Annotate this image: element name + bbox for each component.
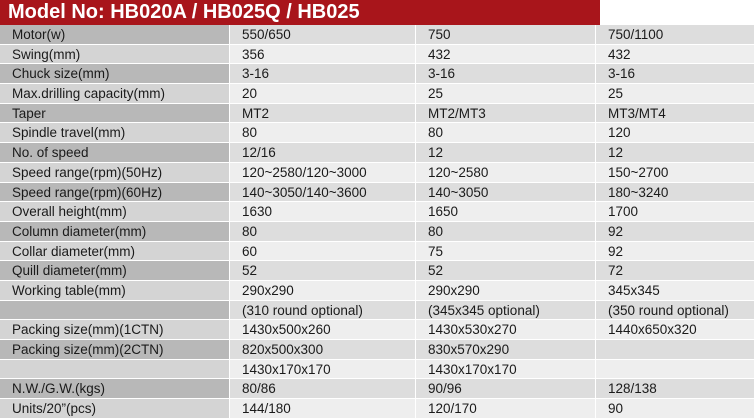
spec-value: 150~2700: [596, 163, 754, 182]
spec-label: Quill diameter(mm): [0, 261, 230, 280]
table-row: [0, 379, 754, 399]
table-row: [0, 340, 754, 360]
spec-value: 356: [230, 45, 416, 64]
spec-value: 1440x650x320: [596, 320, 754, 339]
spec-value: 140~3050: [416, 183, 596, 202]
spec-table: [0, 25, 754, 419]
table-row: [0, 281, 754, 301]
spec-value: (345x345 optional): [416, 301, 596, 320]
table-row: [0, 242, 754, 262]
spec-value: 20: [230, 84, 416, 103]
spec-value: 90: [596, 399, 754, 418]
spec-value: 3-16: [230, 64, 416, 83]
spec-value: 128/138: [596, 379, 754, 398]
spec-value: 3-16: [416, 64, 596, 83]
spec-value: 1430x170x170: [416, 360, 596, 379]
table-row: [0, 360, 754, 380]
spec-label: No. of speed: [0, 143, 230, 162]
table-row: [0, 222, 754, 242]
spec-label: N.W./G.W.(kgs): [0, 379, 230, 398]
spec-label: Max.drilling capacity(mm): [0, 84, 230, 103]
spec-value: 52: [230, 261, 416, 280]
spec-value: 120: [596, 123, 754, 142]
spec-value: 180~3240: [596, 183, 754, 202]
spec-value: 12: [596, 143, 754, 162]
spec-label: Swing(mm): [0, 45, 230, 64]
spec-value: 80: [416, 222, 596, 241]
spec-value: 12/16: [230, 143, 416, 162]
spec-label: Packing size(mm)(2CTN): [0, 340, 230, 359]
spec-value: [596, 340, 754, 359]
spec-label: Speed range(rpm)(50Hz): [0, 163, 230, 182]
table-row: [0, 320, 754, 340]
spec-value: 1430x170x170: [230, 360, 416, 379]
spec-value: 290x290: [230, 281, 416, 300]
spec-value: (310 round optional): [230, 301, 416, 320]
table-row: [0, 45, 754, 65]
spec-value: 1700: [596, 202, 754, 221]
spec-label: Collar diameter(mm): [0, 242, 230, 261]
spec-value: 120/170: [416, 399, 596, 418]
spec-value: 1430x500x260: [230, 320, 416, 339]
spec-value: 1630: [230, 202, 416, 221]
spec-label: Chuck size(mm): [0, 64, 230, 83]
spec-value: 12: [416, 143, 596, 162]
table-row: [0, 261, 754, 281]
spec-label: Working table(mm): [0, 281, 230, 300]
spec-value: 1430x530x270: [416, 320, 596, 339]
spec-label: Column diameter(mm): [0, 222, 230, 241]
spec-value: MT2/MT3: [416, 104, 596, 123]
model-title: Model No: HB020A / HB025Q / HB025: [0, 0, 600, 25]
spec-value: 25: [416, 84, 596, 103]
table-row: [0, 399, 754, 419]
spec-value: 60: [230, 242, 416, 261]
table-row: [0, 123, 754, 143]
spec-value: 550/650: [230, 25, 416, 44]
spec-value: 140~3050/140~3600: [230, 183, 416, 202]
spec-value: 345x345: [596, 281, 754, 300]
spec-value: 290x290: [416, 281, 596, 300]
spec-value: 120~2580/120~3000: [230, 163, 416, 182]
spec-value: 1650: [416, 202, 596, 221]
spec-value: 90/96: [416, 379, 596, 398]
spec-value: 820x500x300: [230, 340, 416, 359]
spec-label: Spindle travel(mm): [0, 123, 230, 142]
spec-value: 830x570x290: [416, 340, 596, 359]
table-row: [0, 143, 754, 163]
spec-value: 80: [230, 123, 416, 142]
spec-value: 80: [230, 222, 416, 241]
spec-label: [0, 301, 230, 320]
spec-value: (350 round optional): [596, 301, 754, 320]
spec-label: [0, 360, 230, 379]
table-row: [0, 64, 754, 84]
table-row: [0, 301, 754, 321]
spec-value: 92: [596, 222, 754, 241]
spec-value: 80: [416, 123, 596, 142]
spec-value: 120~2580: [416, 163, 596, 182]
table-row: [0, 183, 754, 203]
spec-value: 432: [416, 45, 596, 64]
spec-value: 52: [416, 261, 596, 280]
spec-label: Units/20”(pcs): [0, 399, 230, 418]
spec-label: Taper: [0, 104, 230, 123]
spec-value: [596, 360, 754, 379]
spec-label: Packing size(mm)(1CTN): [0, 320, 230, 339]
spec-value: MT2: [230, 104, 416, 123]
spec-label: Speed range(rpm)(60Hz): [0, 183, 230, 202]
table-row: [0, 202, 754, 222]
spec-label: Motor(w): [0, 25, 230, 44]
spec-value: 144/180: [230, 399, 416, 418]
spec-value: 432: [596, 45, 754, 64]
spec-value: 3-16: [596, 64, 754, 83]
spec-value: 750/1100: [596, 25, 754, 44]
spec-value: 72: [596, 261, 754, 280]
spec-value: 92: [596, 242, 754, 261]
spec-value: 25: [596, 84, 754, 103]
spec-label: Overall height(mm): [0, 202, 230, 221]
spec-value: 80/86: [230, 379, 416, 398]
table-row: [0, 84, 754, 104]
table-row: [0, 104, 754, 124]
spec-value: 750: [416, 25, 596, 44]
spec-value: MT3/MT4: [596, 104, 754, 123]
table-row: [0, 25, 754, 45]
table-row: [0, 163, 754, 183]
spec-value: 75: [416, 242, 596, 261]
